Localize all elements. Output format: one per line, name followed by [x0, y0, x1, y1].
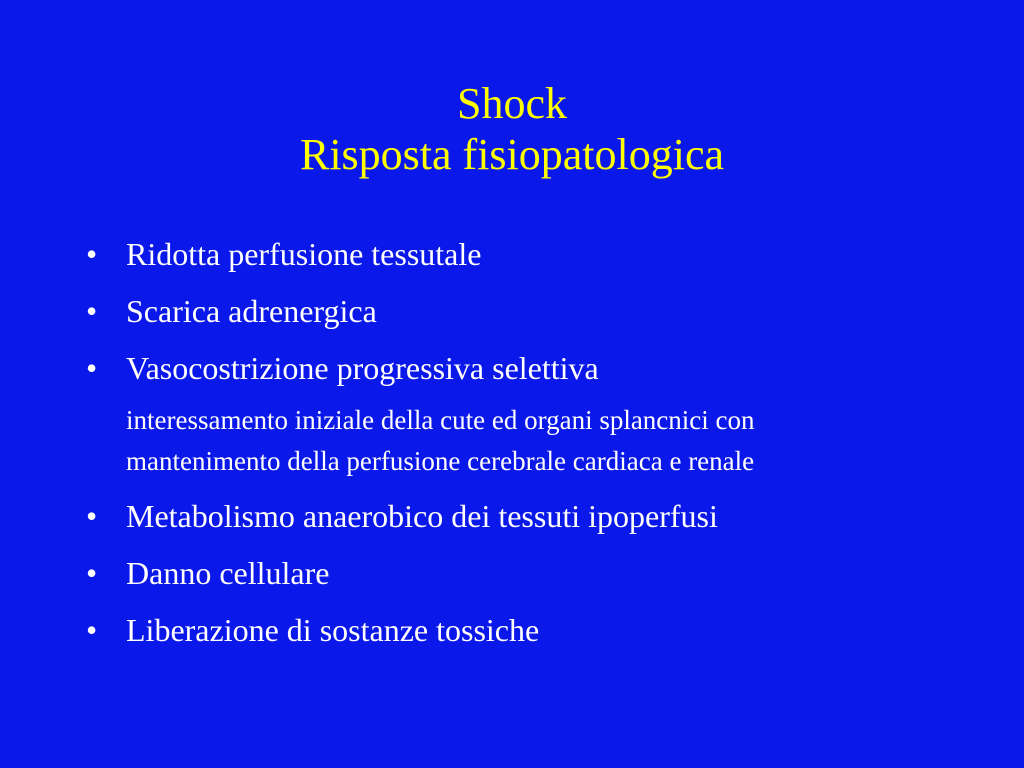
bullet-icon: •	[86, 555, 98, 591]
bullet-icon: •	[86, 612, 98, 648]
title-line-1: Shock	[457, 79, 567, 128]
title-line-2: Risposta fisiopatologica	[299, 130, 725, 179]
bullet-icon: •	[86, 236, 98, 272]
sub-note-line-1: interessamento iniziale della cute ed organi splancnici con	[126, 405, 755, 435]
bullet-icon: •	[86, 293, 98, 329]
bullet-text: Liberazione di sostanze tossiche	[126, 612, 540, 648]
sub-note-line-2: mantenimento della perfusione cerebrale cardiaca e renale	[126, 446, 755, 476]
bullet-text: Scarica adrenergica	[126, 293, 377, 329]
bullet-icon: •	[86, 350, 98, 386]
bullet-text: Vasocostrizione progressiva selettiva	[126, 350, 599, 386]
bullet-item	[86, 232, 986, 276]
bullet-icon: •	[86, 498, 98, 534]
bullet-text: Metabolismo anaerobico dei tessuti ipoperfusi	[126, 498, 718, 534]
bullet-item	[86, 494, 986, 538]
sub-note	[86, 400, 986, 482]
bullet-item	[86, 346, 986, 390]
bullet-item	[86, 289, 986, 333]
bullet-text: Ridotta perfusione tessutale	[126, 236, 482, 272]
slide-title	[0, 78, 1024, 180]
bullet-list	[86, 232, 986, 665]
bullet-item	[86, 551, 986, 595]
bullet-item	[86, 608, 986, 652]
bullet-text: Danno cellulare	[126, 555, 330, 591]
